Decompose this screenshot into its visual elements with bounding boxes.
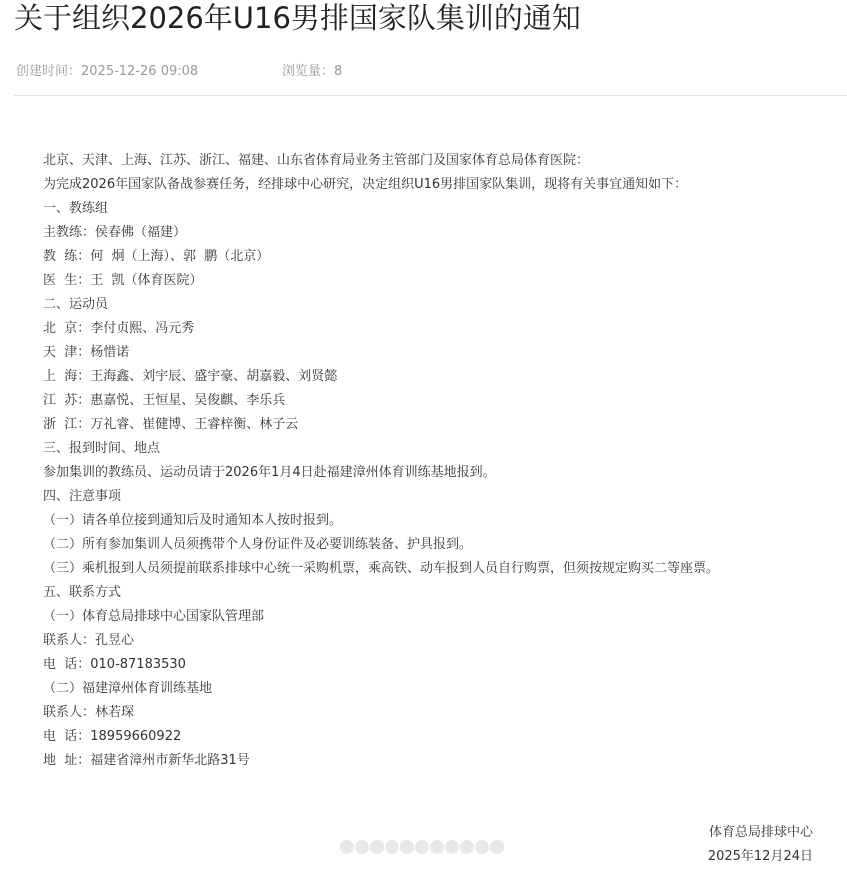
created-label: 创建时间： — [16, 64, 82, 79]
body-line: 主教练：侯春佛（福建） — [43, 225, 187, 240]
body-line: 医 生：王 凯（体育医院） — [43, 273, 203, 288]
body-line: 为完成2026年国家队备战参赛任务，经排球中心研究，决定组织U16男排国家队集训，现将有关事宜通知如下： — [43, 177, 688, 192]
body-line: 浙 江：万礼睿、崔健博、王睿梓衡、林子云 — [43, 417, 299, 432]
signature-date: 2025年12月24日 — [707, 849, 813, 864]
section-heading: 四、注意事项 — [43, 489, 122, 504]
header-divider — [14, 95, 847, 96]
body-line: （三）乘机报到人员须提前联系排球中心统一采购机票，乘高铁、动车报到人员自行购票，但须按规定购买二等座票。 — [43, 561, 720, 576]
watermark-dot — [340, 840, 354, 854]
section-heading: 一、教练组 — [43, 201, 109, 216]
watermark-dot — [385, 840, 399, 854]
body-line: 江 苏：惠嘉悦、王恒星、吴俊麒、李乐兵 — [43, 393, 286, 408]
body-line: 天 津：杨惜诺 — [43, 345, 130, 360]
watermark-dot — [370, 840, 384, 854]
watermark-dot — [355, 840, 369, 854]
body-line: 联系人：孔昱心 — [43, 633, 135, 648]
body-line: 北京、天津、上海、江苏、浙江、福建、山东省体育局业务主管部门及国家体育总局体育医院： — [43, 153, 590, 168]
signature-block — [708, 821, 813, 869]
body-line: 联系人：林若琛 — [43, 705, 135, 720]
article-meta — [16, 63, 343, 81]
body-line: 参加集训的教练员、运动员请于2026年1月4日赴福建漳州体育训练基地报到。 — [43, 465, 496, 480]
watermark-dot — [475, 840, 489, 854]
body-line: 电 话：010-87183530 — [43, 657, 186, 672]
body-line: 电 话：18959660922 — [43, 729, 182, 744]
views-label: 浏览量： — [282, 64, 335, 79]
section-heading: 二、运动员 — [43, 297, 109, 312]
article-body — [43, 149, 833, 773]
signature-org: 体育总局排球中心 — [708, 825, 813, 840]
watermark-dot — [400, 840, 414, 854]
created-value: 2025-12-26 09:08 — [81, 64, 199, 79]
body-line: 北 京：李付贞熙、冯元秀 — [43, 321, 195, 336]
watermark-dot — [430, 840, 444, 854]
watermark-dots — [340, 840, 504, 854]
watermark-dot — [460, 840, 474, 854]
body-line: （二）福建漳州体育训练基地 — [43, 681, 213, 696]
body-line: 教 练：何 炯（上海）、郭 鹏（北京） — [43, 249, 270, 264]
watermark-dot — [415, 840, 429, 854]
body-line: 地 址：福建省漳州市新华北路31号 — [43, 753, 250, 768]
body-line: （一）体育总局排球中心国家队管理部 — [43, 609, 265, 624]
body-line: 上 海：王海鑫、刘宇辰、盛宇豪、胡嘉毅、刘贤懿 — [43, 369, 338, 384]
body-line: （二）所有参加集训人员须携带个人身份证件及必要训练装备、护具报到。 — [43, 537, 473, 552]
watermark-dot — [490, 840, 504, 854]
views-value: 8 — [334, 64, 343, 79]
watermark-dot — [445, 840, 459, 854]
page-title: 关于组织2026年U16男排国家队集训的通知 — [14, 1, 581, 35]
body-line: （一）请各单位接到通知后及时通知本人按时报到。 — [43, 513, 343, 528]
section-heading: 五、联系方式 — [43, 585, 122, 600]
view-count — [282, 63, 342, 81]
created-time — [16, 64, 198, 79]
section-heading: 三、报到时间、地点 — [43, 441, 161, 456]
